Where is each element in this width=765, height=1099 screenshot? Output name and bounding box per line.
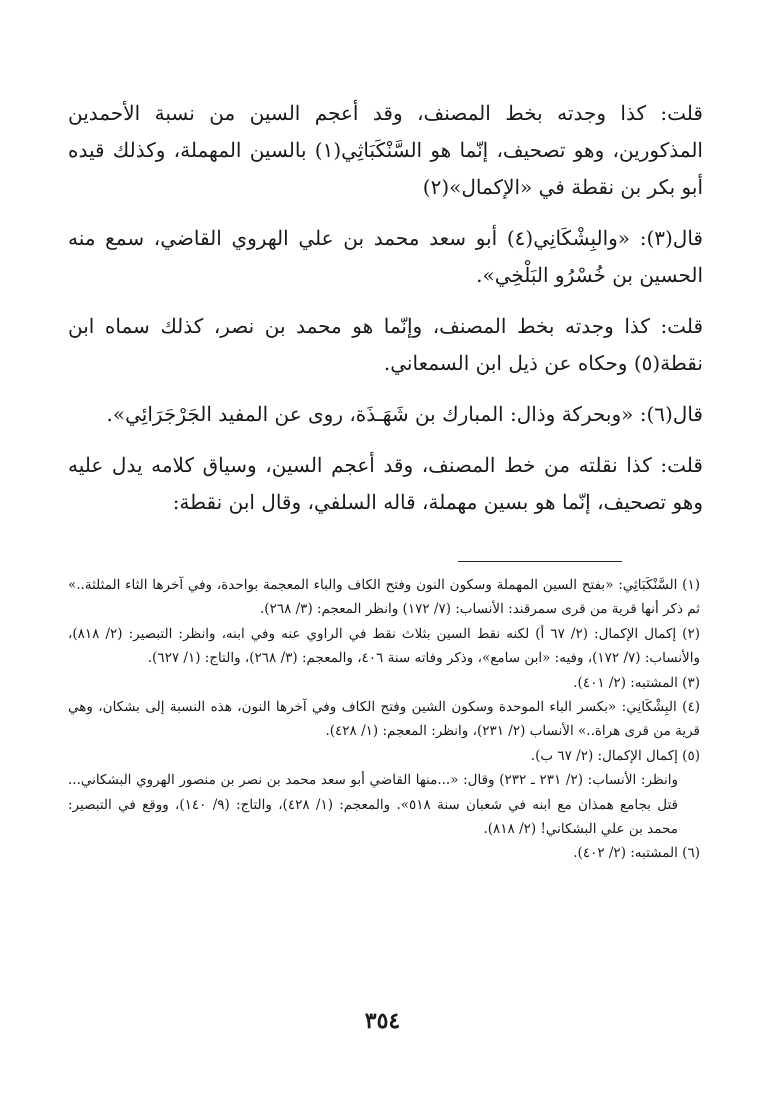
paragraph: قال(٣): «والبِشْكَانِي(٤) أبو سعد محمد بن علي الهروي القاضي، سمع منه الحسين بن خُسْرُو البَلْخِي».	[68, 226, 703, 287]
main-text	[68, 95, 703, 535]
footnotes	[68, 573, 700, 866]
footnote-continuation: وانظر: الأنساب: (٢/ ٢٣١ ـ ٢٣٢) وقال: «...منها القاضي أبو سعد محمد بن نصر بن منصور الهروي البشكاني... قتل بجامع همذان مع ابنه في شعبان سنة ٥١٨». والمعجم: (١/ ٤٢٨)، والتاج: (٩/ ١٤٠)، ووقع في التبصير: محمد بن علي البشكاني! (٢/ ٨١٨).	[68, 772, 679, 838]
footnote: (٢) إكمال الإكمال: (٢/ ٦٧ أ) لكنه نقط السين بثلاث نقط في الراوي عنه وفي ابنه، وانظر: التبصير: (٢/ ٨١٨)، والأنساب: (٧/ ١٧٢)، وفيه: «ابن سامع»، وذكر وفاته سنة ٤٠٦، والمعجم: (٣/ ٢٦٨)، والتاج: (١/ ٦٢٧).	[68, 625, 700, 667]
footnote: (١) السَّنْكَبَاثِي: «بفتح السين المهملة وسكون النون وفتح الكاف والباء المعجمة بواحدة، وفي آخرها الثاء المثلثة..» ثم ذكر أنها قرية من قرى سمرقند: الأنساب: (٧/ ١٧٢) وانظر المعجم: (٣/ ٢٦٨).	[68, 577, 700, 618]
paragraph: قلت: كذا نقلته من خط المصنف، وقد أعجم السين، وسياق كلامه يدل عليه وهو تصحيف، إنّما هو بسين مهملة، قاله السلفي، وقال ابن نقطة:	[68, 453, 703, 514]
paragraph: قلت: كذا وجدته بخط المصنف، وإنّما هو محمد بن نصر، كذلك سماه ابن نقطة(٥) وحكاه عن ذيل ابن السمعاني.	[68, 314, 703, 375]
page-number: ٣٥٤	[364, 1008, 401, 1034]
footnote: (٤) البِشْكَانِي: «بكسر الباء الموحدة وسكون الشين وفتح الكاف وفي آخرها النون، هذه النسبة إلى بشكان، وهي قرية من قرى هراة..» الأنساب (٢/ ٢٣١)، وانظر: المعجم: (١/ ٤٢٨).	[68, 699, 700, 740]
footnote: (٣) المشتبه: (٢/ ٤٠١).	[573, 674, 700, 691]
footnote: (٥) إكمال الإكمال: (٢/ ٦٧ ب).	[530, 747, 700, 764]
footnote-separator	[458, 561, 622, 562]
paragraph: قال(٦): «وبحركة وذال: المبارك بن شَهَـذَة، روى عن المفيد الجَرْجَرَائِي».	[106, 402, 703, 426]
footnote: (٦) المشتبه: (٢/ ٤٠٢).	[573, 845, 700, 862]
paragraph: قلت: كذا وجدته بخط المصنف، وقد أعجم السين من نسبة الأحمدين المذكورين، وهو تصحيف، إنّما هو السَّنْكَبَاثِي(١) بالسين المهملة، وكذلك قيده أبو بكر بن نقطة في «الإكمال»(٢)	[68, 101, 703, 199]
